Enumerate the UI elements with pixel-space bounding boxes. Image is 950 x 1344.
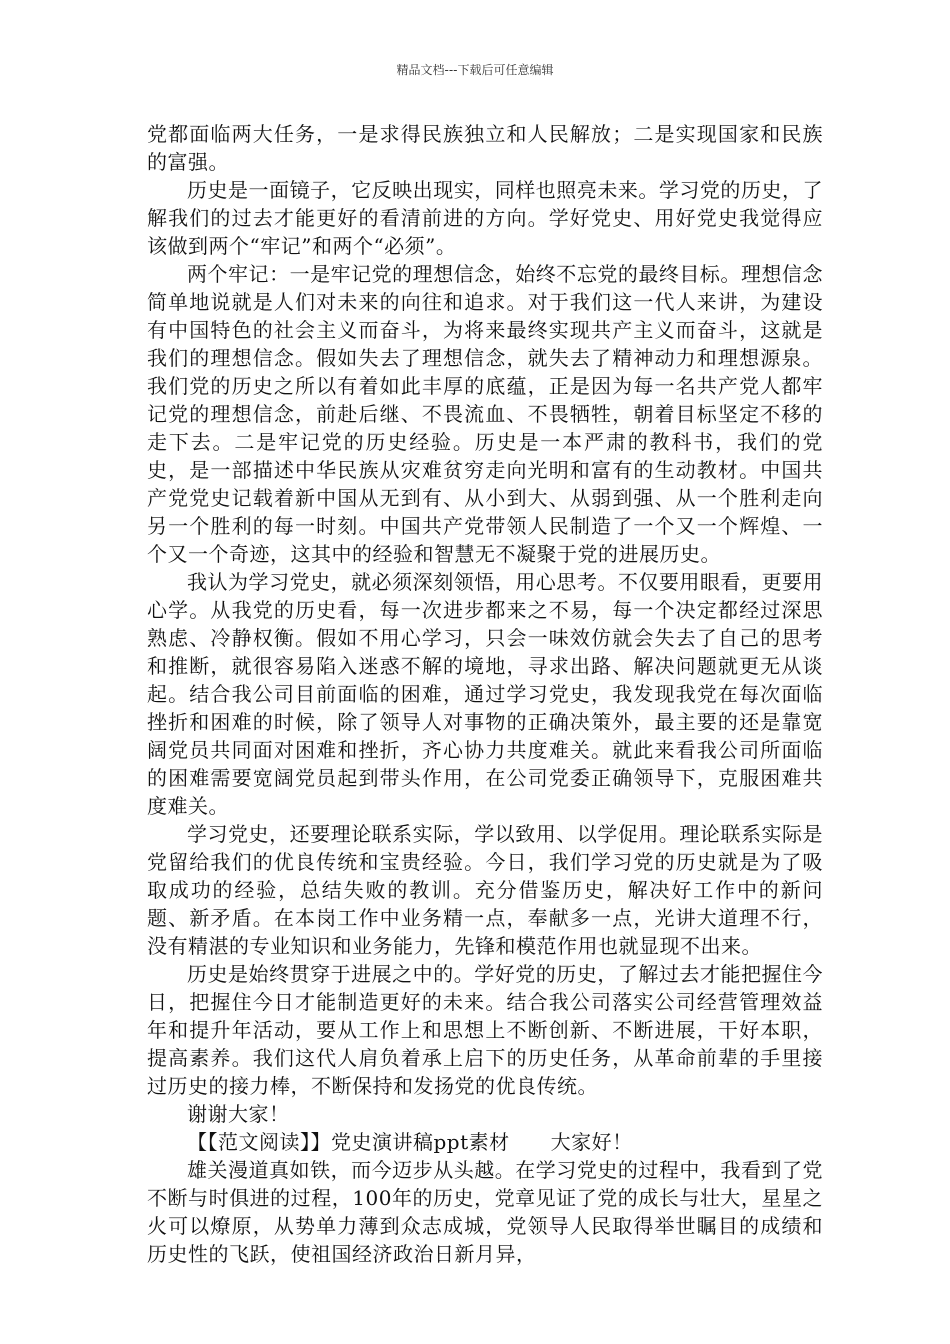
paragraph: 历史是始终贯穿于进展之中的。学好党的历史，了解过去才能把握住今日，把握住今日才能制造更好的未来。结合我公司落实公司经营管理效益年和提升年活动，要从工作上和思想上不断创新、不断进展，干好本职，提高素养。我们这代人肩负着承上启下的历史任务，从革命前辈的手里接过历史的接力棒，不断保持和发扬党的优良传统。 xyxy=(147,962,823,1098)
paragraph: 我认为学习党史，就必须深刻领悟，用心思考。不仅要用眼看，更要用心学。从我党的历史看，每一次进步都来之不易，每一个决定都经过深思熟虑、冷静权衡。假如不用心学习，只会一味效仿就会失去了自己的思考和推断，就很容易陷入迷惑不解的境地，寻求出路、解决问题就更无从谈起。结合我公司目前面临的困难，通过学习党史，我发现我党在每次面临挫折和困难的时候，除了领导人对事物的正确决策外，最主要的还是靠宽阔党员共同面对困难和挫折，齐心协力共度难关。就此来看我公司所面临的困难需要宽阔党员起到带头作用，在公司党委正确领导下，克服困难共度难关。 xyxy=(147,570,823,818)
paragraph: 党都面临两大任务，一是求得民族独立和人民解放；二是实现国家和民族的富强。 xyxy=(147,122,823,174)
closing-line: 谢谢大家！ xyxy=(187,1102,290,1126)
paragraph: 雄关漫道真如铁，而今迈步从头越。在学习党史的过程中，我看到了党不断与时俱进的过程，100年的历史，党章见证了党的成长与壮大，星星之火可以燎原，从势单力薄到众志成城，党领导人民取得举世瞩目的成绩和历史性的飞跃，使祖国经济政治日新月异， xyxy=(147,1158,823,1266)
page-header: 精品文档---下载后可任意编辑 xyxy=(396,63,554,77)
paragraph: 历史是一面镜子，它反映出现实，同样也照亮未来。学习党的历史，了解我们的过去才能更好的看清前进的方向。学好党史、用好党史我觉得应该做到两个“牢记”和两个“必须”。 xyxy=(147,178,823,258)
document-body xyxy=(147,120,823,1268)
section-heading: 【【范文阅读】】党史演讲稿ppt素材 大家好！ xyxy=(187,1130,633,1154)
paragraph: 两个牢记：一是牢记党的理想信念，始终不忘党的最终目标。理想信念简单地说就是人们对未来的向往和追求。对于我们这一代人来讲，为建设有中国特色的社会主义而奋斗，为将来最终实现共产主义而奋斗，这就是我们的理想信念。假如失去了理想信念，就失去了精神动力和理想源泉。我们党的历史之所以有着如此丰厚的底蕴，正是因为每一名共产党人都牢记党的理想信念，前赴后继、不畏流血、不畏牺牲，朝着目标坚定不移的走下去。二是牢记党的历史经验。历史是一本严肃的教科书，我们的党史，是一部描述中华民族从灾难贫穷走向光明和富有的生动教材。中国共产党党史记载着新中国从无到有、从小到大、从弱到强、从一个胜利走向另一个胜利的每一时刻。中国共产党带领人民制造了一个又一个辉煌、一个又一个奇迹，这其中的经验和智慧无不凝聚于党的进展历史。 xyxy=(147,262,823,566)
paragraph: 学习党史，还要理论联系实际，学以致用、以学促用。理论联系实际是党留给我们的优良传统和宝贵经验。今日，我们学习党的历史就是为了吸取成功的经验，总结失败的教训。充分借鉴历史，解决好工作中的新问题、新矛盾。在本岗工作中业务精一点，奉献多一点，光讲大道理不行，没有精湛的专业知识和业务能力，先锋和模范作用也就显现不出来。 xyxy=(147,822,823,958)
